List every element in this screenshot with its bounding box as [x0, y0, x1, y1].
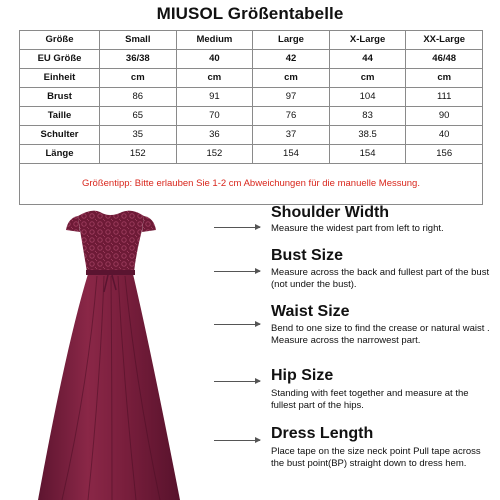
table-cell: 40: [176, 50, 253, 69]
table-cell: 46/48: [406, 50, 483, 69]
table-cell: 111: [406, 88, 483, 107]
table-cell: cm: [329, 69, 406, 88]
table-row: [20, 50, 483, 69]
row-label: Schulter: [20, 126, 100, 145]
header-cell: Large: [253, 31, 330, 50]
table-row: [20, 126, 483, 145]
header-cell: XX-Large: [406, 31, 483, 50]
row-label: Brust: [20, 88, 100, 107]
bust-size-desc: Measure across the back and fullest part of the bust (not under the bust).: [271, 267, 490, 290]
table-cell: cm: [100, 69, 177, 88]
table-row: [20, 69, 483, 88]
table-header-row: [20, 31, 483, 50]
table-cell: 40: [406, 126, 483, 145]
table-cell: 83: [329, 107, 406, 126]
table-cell: 36: [176, 126, 253, 145]
row-label: Taille: [20, 107, 100, 126]
table-cell: cm: [406, 69, 483, 88]
table-cell: 65: [100, 107, 177, 126]
dress-bodice: [78, 211, 144, 272]
table-cell: 35: [100, 126, 177, 145]
hip-size-desc: Standing with feet together and measure at the fullest part of the hips.: [271, 388, 469, 411]
row-label: Einheit: [20, 69, 100, 88]
waist-size-title: Waist Size: [271, 303, 350, 320]
table-cell: 90: [406, 107, 483, 126]
bust-size-title: Bust Size: [271, 247, 344, 264]
hip-size-title: Hip Size: [271, 367, 334, 384]
table-cell: 152: [100, 145, 177, 164]
table-cell: 154: [253, 145, 330, 164]
table-row: [20, 88, 483, 107]
row-label: Länge: [20, 145, 100, 164]
shoulder-pointer: [214, 227, 260, 228]
dress-illustration: [0, 196, 210, 500]
table-row: [20, 107, 483, 126]
dress-skirt: [38, 274, 180, 500]
size-chart-table: [19, 30, 483, 205]
shoulder-width-title: Shoulder Width: [271, 204, 390, 221]
table-cell: 91: [176, 88, 253, 107]
bust-pointer: [214, 271, 260, 272]
dress-length-title: Dress Length: [271, 425, 374, 442]
table-cell: 154: [329, 145, 406, 164]
row-label: EU Größe: [20, 50, 100, 69]
header-cell: Größe: [20, 31, 100, 50]
table-cell: 152: [176, 145, 253, 164]
hip-pointer: [214, 381, 260, 382]
dress-waistband: [86, 270, 135, 275]
table-cell: 44: [329, 50, 406, 69]
table-cell: 38.5: [329, 126, 406, 145]
dress-sleeve: [66, 216, 80, 232]
length-pointer: [214, 440, 260, 441]
table-cell: 42: [253, 50, 330, 69]
waist-pointer: [214, 324, 260, 325]
table-cell: 97: [253, 88, 330, 107]
table-cell: 156: [406, 145, 483, 164]
table-cell: cm: [253, 69, 330, 88]
dress-sleeve: [142, 216, 156, 232]
dress-length-desc: Place tape on the size neck point Pull tape across the bust point(BP) straight down to dress hem.: [271, 446, 481, 469]
table-cell: 36/38: [100, 50, 177, 69]
table-row: [20, 145, 483, 164]
page-title: MIUSOL Größentabelle: [156, 4, 344, 23]
table-cell: 86: [100, 88, 177, 107]
table-cell: 76: [253, 107, 330, 126]
table-cell: 37: [253, 126, 330, 145]
waist-size-desc: Bend to one size to find the crease or natural waist . Measure across the narrowest part.: [271, 323, 490, 346]
header-cell: Small: [100, 31, 177, 50]
shoulder-width-desc: Measure the widest part from left to right.: [271, 223, 444, 234]
header-cell: Medium: [176, 31, 253, 50]
table-cell: cm: [176, 69, 253, 88]
table-cell: 104: [329, 88, 406, 107]
sizing-tip: Größentipp: Bitte erlauben Sie 1-2 cm Abweichungen für die manuelle Messung.: [20, 164, 483, 205]
header-cell: X-Large: [329, 31, 406, 50]
table-cell: 70: [176, 107, 253, 126]
